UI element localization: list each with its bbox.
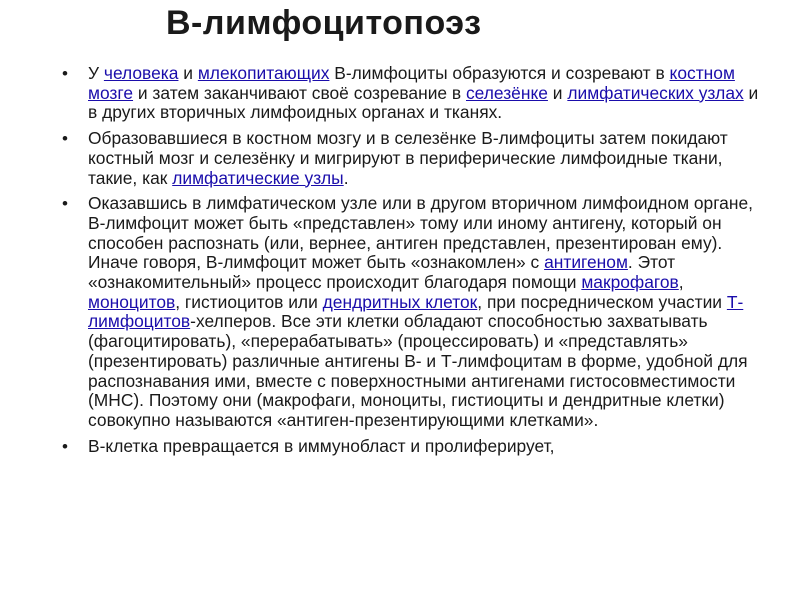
body-text: , — [678, 272, 684, 293]
body-text: В-клетка превращается в иммунобласт и пролиферирует, — [88, 435, 555, 456]
body-text: У — [88, 63, 104, 83]
wiki-link[interactable]: лимфатические узлы — [172, 167, 344, 188]
body-text: и затем заканчивают своё созревание в — [133, 82, 466, 103]
body-text: Образовавшиеся в костном мозгу и в селезёнке В-лимфоциты затем покидают костный мозг и селезёнку и мигрируют в периферические лимфоидные ткани, такие, как — [88, 128, 728, 188]
wiki-link[interactable]: макрофагов — [581, 272, 679, 293]
body-text: , при посредническом участии — [477, 291, 727, 312]
wiki-link[interactable]: костном мозге — [88, 63, 735, 103]
bullet-item — [62, 194, 762, 430]
body-text: . Этот «ознакомительный» процесс происходит благодаря помощи — [88, 252, 676, 293]
wiki-link[interactable]: дендритных клеток — [322, 291, 478, 312]
bullet-list — [62, 64, 762, 462]
body-text: и в других вторичных лимфоидных органах и тканях. — [88, 82, 759, 123]
wiki-link[interactable]: человека — [103, 63, 179, 83]
body-text: В-лимфоциты образуются и созревают в — [329, 63, 670, 83]
body-text: и — [178, 63, 198, 83]
bullet-item — [62, 64, 762, 123]
body-text: , гистиоцитов или — [175, 291, 323, 312]
bullet-item — [62, 129, 762, 188]
body-text: и — [547, 82, 568, 103]
body-text: Оказавшись в лимфатическом узле или в другом вторичном лимфоидном органе, В-лимфоцит может быть «представлен» тому или иному антигену, который он способен распознать (или, вернее, антиген представлен, презентирован ему). Иначе говоря, В-лимфоцит может быть «ознакомлен» с — [88, 193, 753, 273]
body-text: . — [343, 167, 349, 188]
body-text: -хелперов. Все эти клетки обладают способностью захватывать (фагоцитировать), «перерабатывать» (процессировать) и «представлять» (презентировать) различные антигены В- и Т-лимфоцитам в форме, удобной для распознавания ими, вместе с поверхностными антигенами гистосовместимости (MHC). Поэтому они (макрофаги, моноциты, гистиоциты и дендритные клетки) совокупно называются «антиген-презентирующими клетками». — [88, 311, 748, 430]
wiki-link[interactable]: антигеном — [544, 252, 628, 273]
wiki-link[interactable]: Т-лимфоцитов — [88, 291, 744, 332]
wiki-link[interactable]: моноцитов — [88, 291, 176, 312]
wiki-link[interactable]: селезёнке — [465, 82, 548, 103]
wiki-link[interactable]: млекопитающих — [197, 63, 330, 83]
bullet-item — [62, 437, 762, 457]
slide-title: В-лимфоцитопоэз — [166, 4, 482, 42]
wiki-link[interactable]: лимфатических узлах — [567, 82, 744, 103]
